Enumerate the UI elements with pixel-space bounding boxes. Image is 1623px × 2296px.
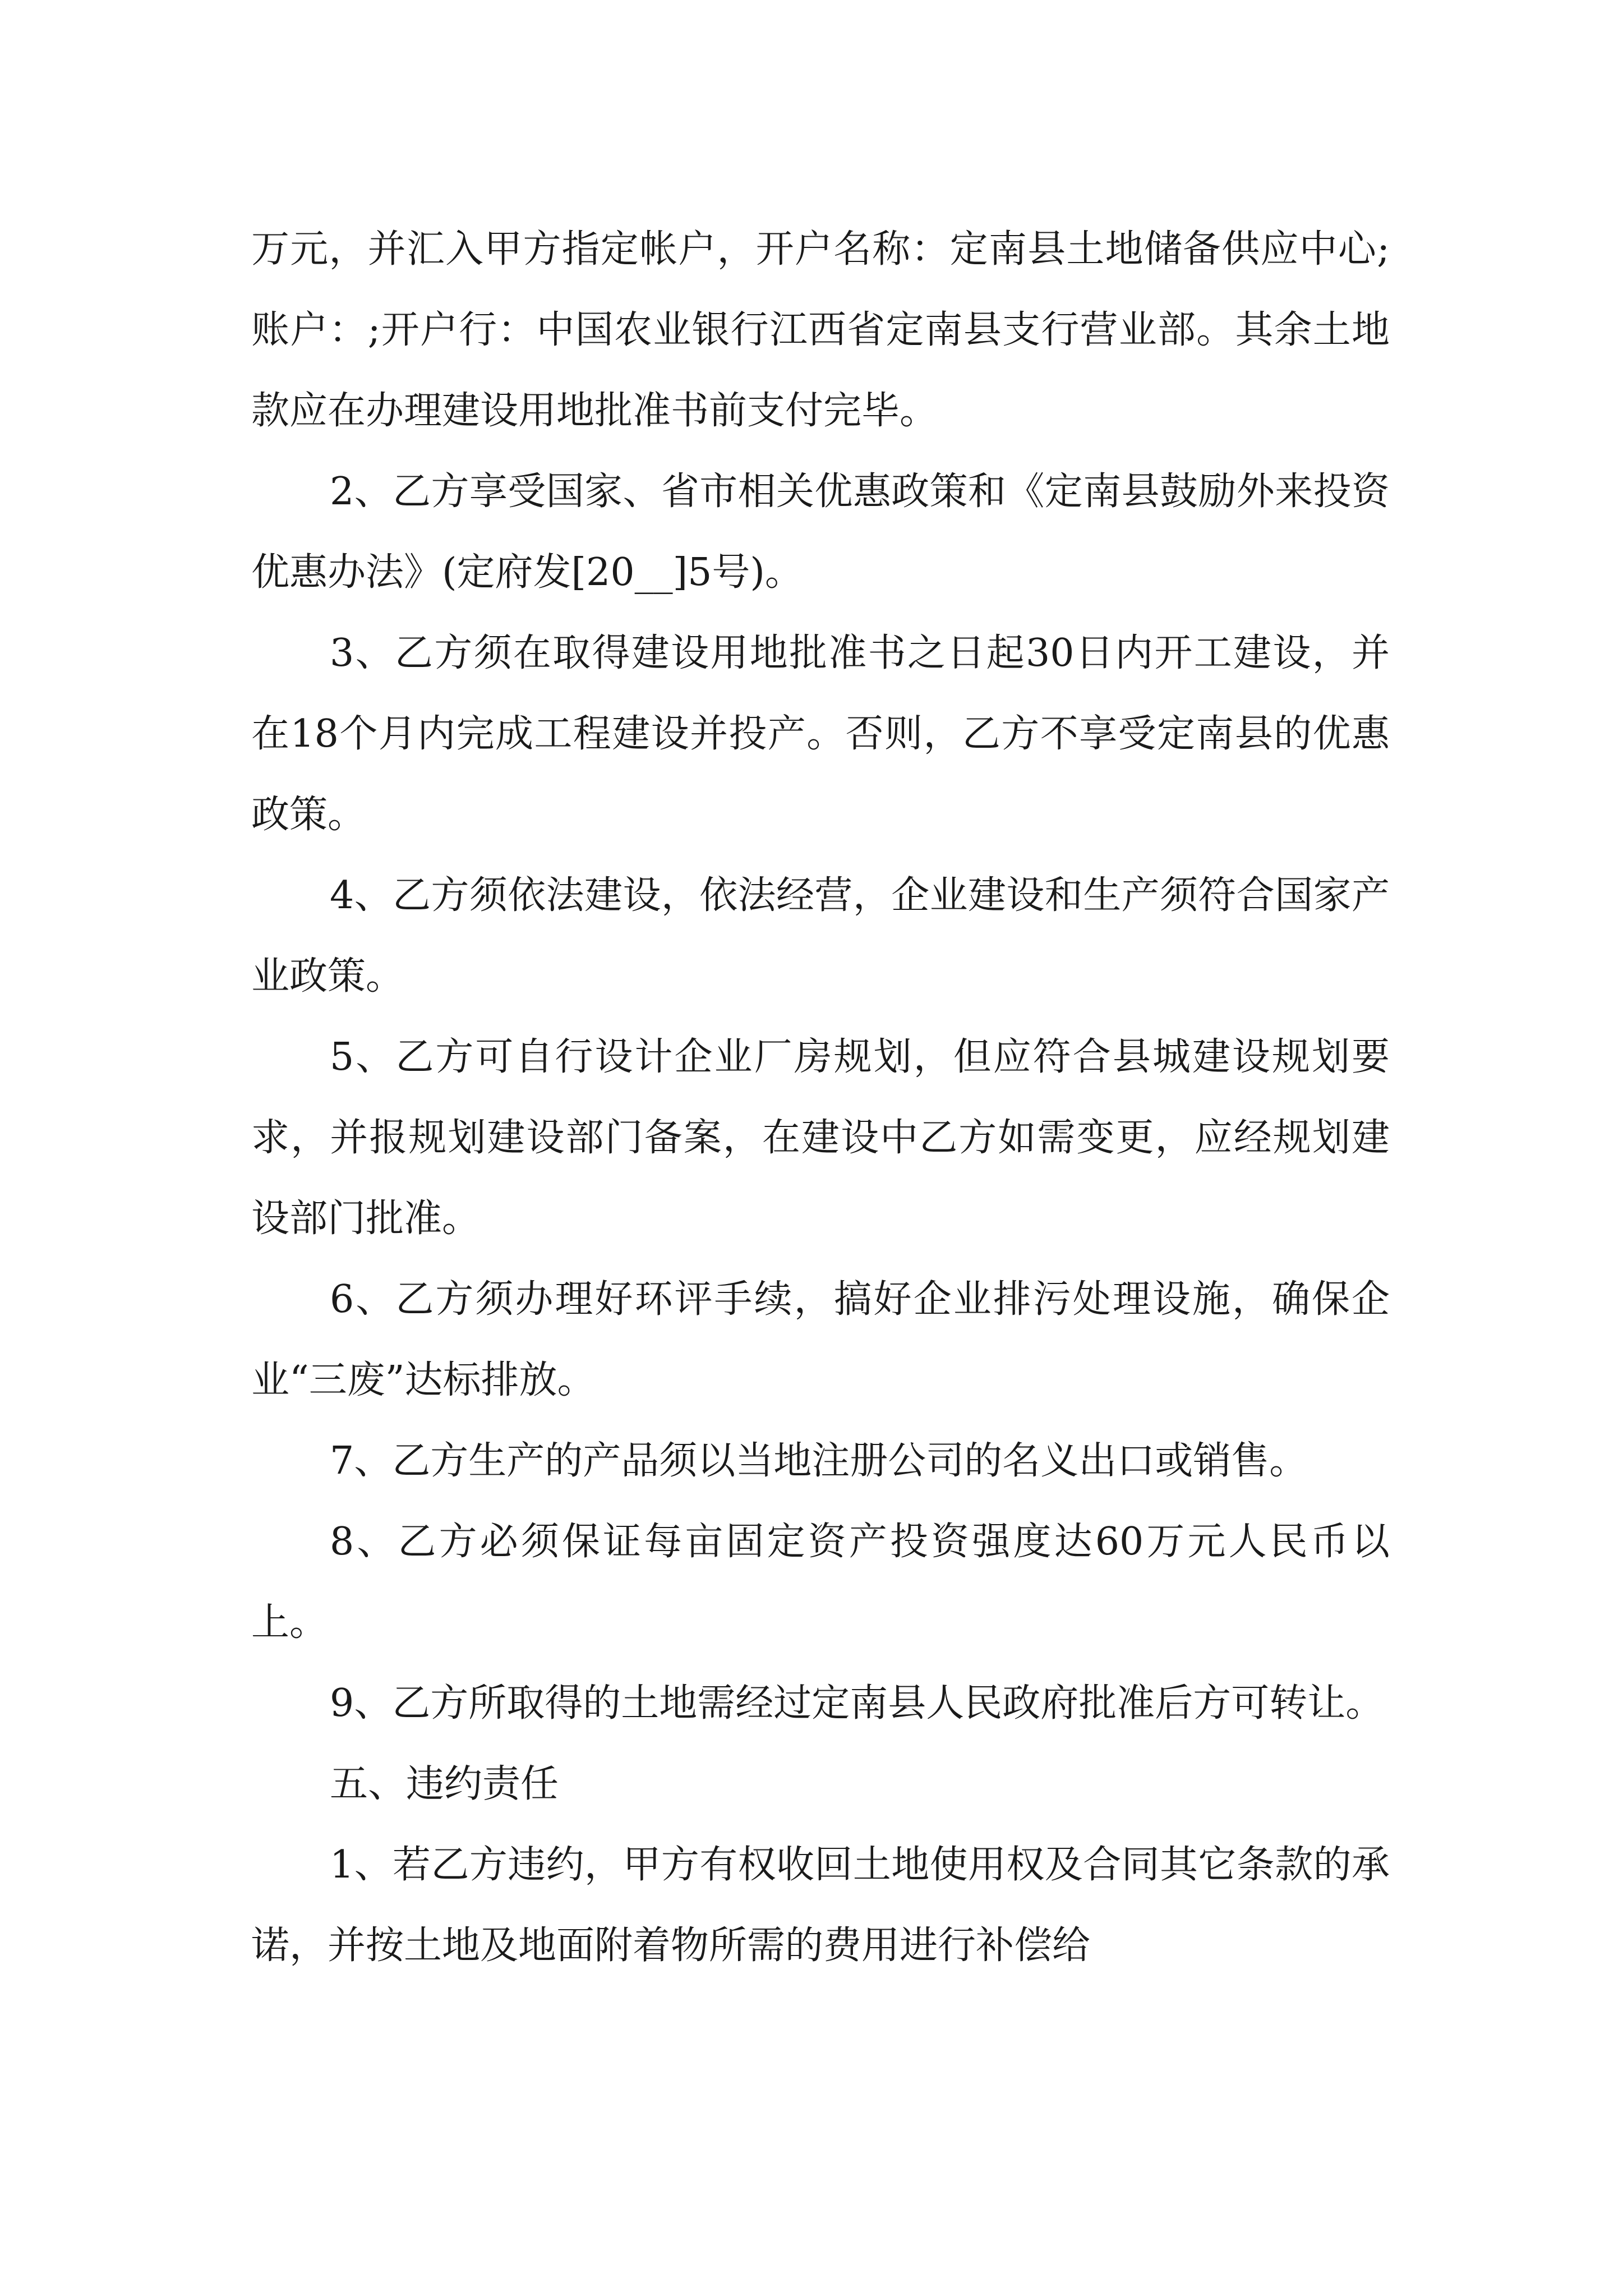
paragraph-clause-9: 9、乙方所取得的土地需经过定南县人民政府批准后方可转让。 (330, 1681, 1384, 1726)
paragraph-clause-2: 2、乙方享受国家、省市相关优惠政策和《定南县鼓励外来投资优惠办法》(定府发[20__]5号)。 (251, 470, 1390, 595)
paragraph-clause-6: 6、乙方须办理好环评手续，搞好企业排污处理设施，确保企业“三废”达标排放。 (251, 1277, 1390, 1402)
paragraph-clause-3: 3、乙方须在取得建设用地批准书之日起30日内开工建设，并在18个月内完成工程建设并投产。否则，乙方不享受定南县的优惠政策。 (251, 631, 1390, 837)
section-heading-breach-liability: 五、违约责任 (330, 1762, 559, 1806)
paragraph-clause-8: 8、乙方必须保证每亩固定资产投资强度达60万元人民币以上。 (251, 1520, 1390, 1645)
paragraph-clause-5: 5、乙方可自行设计企业厂房规划，但应符合县城建设规划要求，并报规划建设部门备案，在建设中乙方如需变更，应经规划建设部门批准。 (251, 1035, 1390, 1241)
paragraph-payment-account: 万元，并汇入甲方指定帐户，开户名称：定南县土地储备供应中心;账户：;开户行：中国农业银行江西省定南县支行营业部。其余土地款应在办理建设用地批准书前支付完毕。 (251, 227, 1390, 433)
document-body (251, 209, 1390, 1986)
paragraph-clause-7: 7、乙方生产的产品须以当地注册公司的名义出口或销售。 (330, 1439, 1308, 1483)
paragraph-breach-clause-1: 1、若乙方违约，甲方有权收回土地使用权及合同其它条款的承诺，并按土地及地面附着物所需的费用进行补偿给 (251, 1843, 1390, 1968)
paragraph-clause-4: 4、乙方须依法建设，依法经营，企业建设和生产须符合国家产业政策。 (251, 873, 1390, 999)
